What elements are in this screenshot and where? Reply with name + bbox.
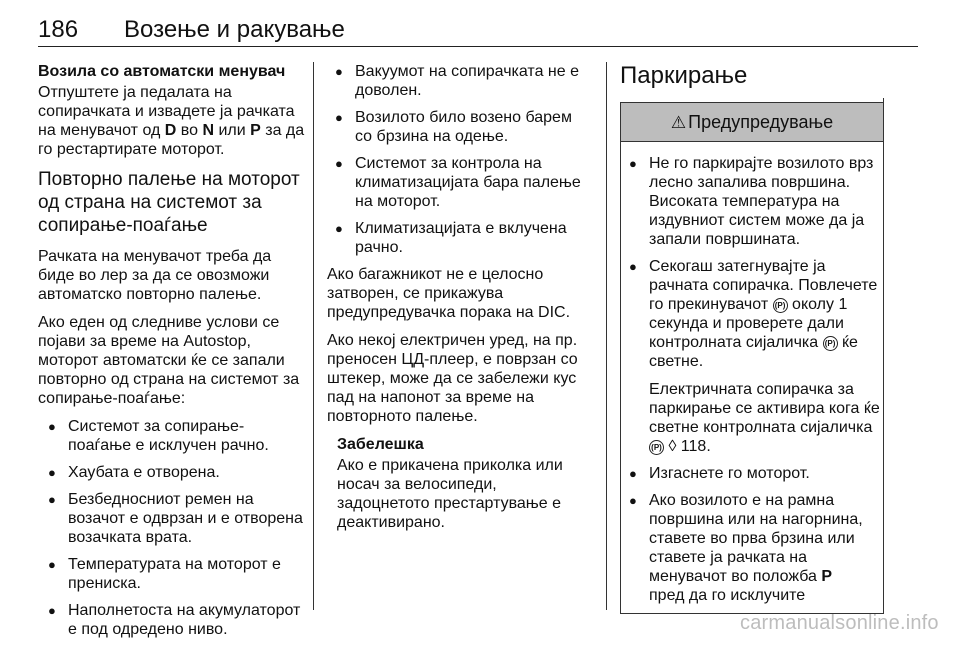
- text: ќе светне.: [649, 334, 858, 370]
- list-item: ● Хаубата е отворена.: [38, 463, 306, 482]
- heading-restart: Повторно палење на моторот од страна на системот за сопирање-поаѓање: [38, 169, 300, 236]
- list-item: ● Температурата на моторот е прениска.: [38, 555, 306, 593]
- warning-title: Предупредување: [688, 112, 834, 132]
- watermark: carmanualsonline.info: [740, 612, 939, 634]
- heading-parking: Паркирање: [620, 62, 748, 89]
- page-number: 186: [38, 16, 79, 43]
- list-item: ● Безбедносниот ремен на возачот е одврзан и е отворена возачката врата.: [38, 490, 306, 547]
- warning-list: [621, 154, 883, 605]
- text: за да го рестартирате моторот.: [38, 122, 305, 158]
- sub-paragraph: [649, 380, 883, 456]
- list-item: [621, 491, 883, 605]
- text: пред да го исклучите: [649, 587, 806, 604]
- page-title: Возење и ракување: [124, 16, 345, 43]
- list-item: ● Системот за сопирање-поаѓање е исклучен рачно.: [38, 417, 306, 455]
- paragraph-trunk: Ако багажникот не е целосно затворен, се прикажува предупредувачка порака на DIC.: [327, 266, 571, 321]
- column-left: [38, 62, 306, 647]
- paragraph-device: Ако некој електричен уред, на пр. преносен ЦД-плеер, е поврзан со штекер, може да се забележи кус пад на напонот за време на повторното палење.: [327, 332, 578, 425]
- gear-d: D: [164, 122, 177, 139]
- note-block: [327, 435, 593, 532]
- note-text: Ако е прикачена приколка или носач за велосипеди, задоцнетото престартување е деактивирано.: [337, 457, 563, 531]
- list-item: ● Наполнетоста на акумулаторот е под одредено ниво.: [38, 601, 306, 639]
- list-item: ● Вакуумот на сопирачката не е доволен.: [327, 62, 593, 100]
- paragraph-conditions: Ако еден од следниве услови се појави за време на Autostop, моторот автоматски ќе се запали повторно од страна на системот за сопирање-поаѓање:: [38, 314, 300, 407]
- paragraph-automatic: [38, 83, 306, 159]
- warning-box-edge: [883, 98, 884, 582]
- warning-box: [620, 102, 884, 614]
- parking-brake-icon: (P): [649, 440, 664, 455]
- text: во: [176, 122, 203, 139]
- conditions-list-continued: [327, 62, 593, 257]
- list-item: [621, 257, 883, 456]
- text: Отпуштете ја педалата на сопирачката и извадете ја рачката на менувачот од: [38, 84, 295, 139]
- column-divider: [313, 62, 314, 610]
- conditions-list: [38, 417, 306, 639]
- heading-automatic: Возила со автоматски менувач: [38, 63, 286, 80]
- column-divider: [606, 62, 607, 610]
- list-item: ● Климатизацијата е вклучена рачно.: [327, 219, 593, 257]
- warning-triangle-icon: ⚠: [670, 113, 687, 132]
- parking-brake-icon: (P): [823, 336, 838, 351]
- list-item: ● Системот за контрола на климатизацијата бара палење на моторот.: [327, 154, 593, 211]
- page-header: [38, 10, 918, 47]
- gear-p: P: [821, 568, 833, 585]
- list-item: ● Не го паркирајте возилото врз лесно запалива површина. Високата температура на издувниот систем може да ја запали површината.: [621, 154, 883, 249]
- gear-n: N: [202, 122, 214, 139]
- note-title: Забелешка: [337, 436, 424, 453]
- parking-brake-icon: (P): [773, 298, 788, 313]
- list-item: ● Возилото било возено барем со брзина на одење.: [327, 108, 593, 146]
- list-item: ● Изгаснете го моторот.: [621, 464, 883, 483]
- column-right: [620, 62, 884, 614]
- text: или: [214, 122, 251, 139]
- text: Секогаш затегнувајте ја рачната сопирачка. Повлечете го прекинувачот: [649, 258, 878, 313]
- warning-header: [621, 103, 883, 142]
- text: Електричната сопирачка за паркирање се активира кога ќе светне контролната сијаличка: [649, 381, 880, 436]
- text: околу 1 секунда и проверете дали контролната сијаличка: [649, 296, 848, 351]
- gear-p: P: [250, 122, 261, 139]
- warning-body: [621, 142, 883, 605]
- paragraph-restart: Рачката на менувачот треба да биде во лер за да се овозможи автоматско повторно палење.: [38, 248, 272, 303]
- page-ref-icon: ◊: [668, 438, 677, 455]
- column-middle: [327, 62, 593, 541]
- page-ref: 118.: [676, 438, 711, 455]
- text: Ако возилото е на рамна површина или на нагорнина, ставете во прва брзина или ставете ја рачката на менувачот во положба: [649, 492, 863, 585]
